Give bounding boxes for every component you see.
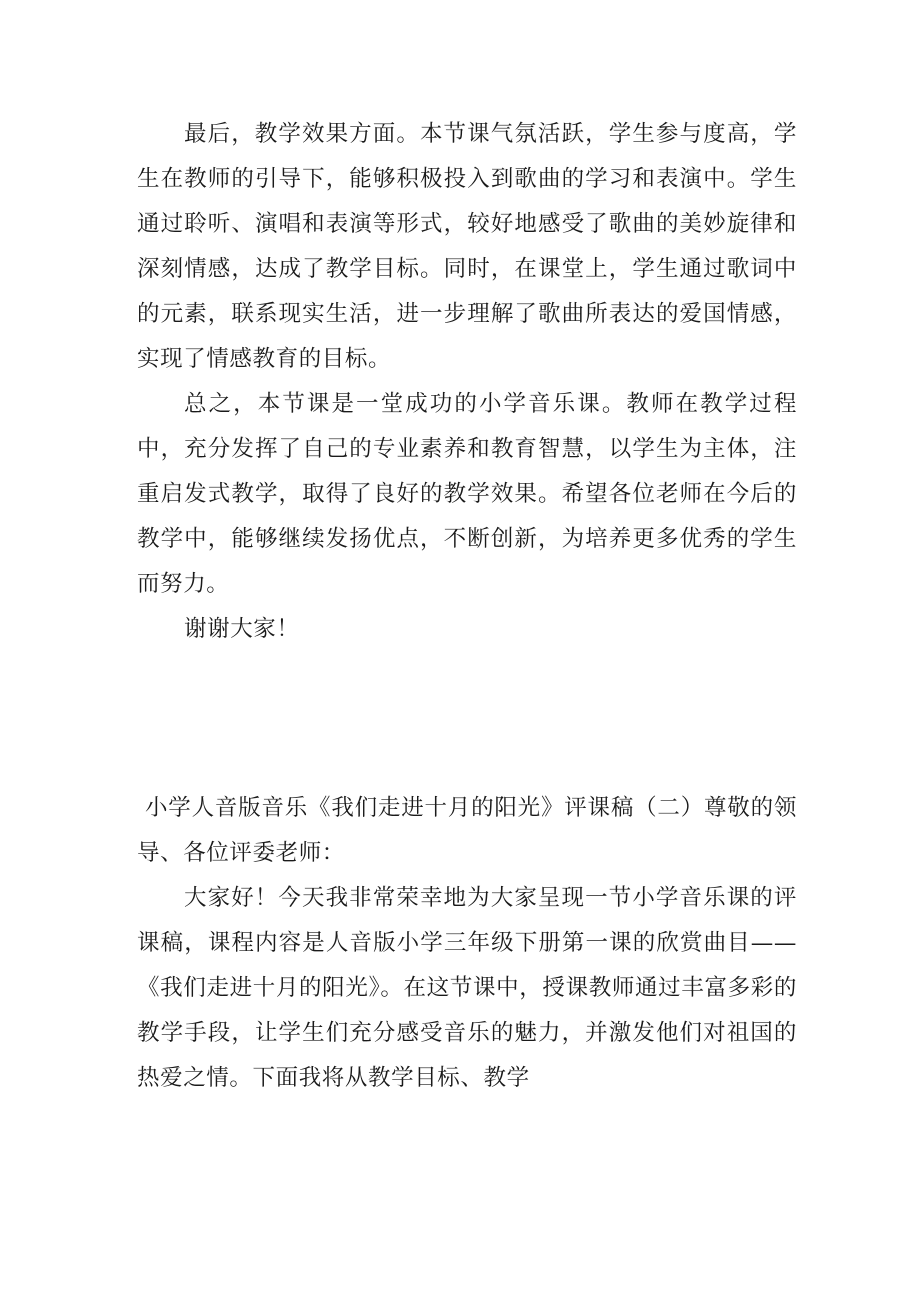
section-one bbox=[137, 112, 797, 652]
paragraph-teaching-effect: 最后，教学效果方面。本节课气氛活跃，学生参与度高，学生在教师的引导下，能够积极投入到歌曲的学习和表演中。学生通过聆听、演唱和表演等形式，较好地感受了歌曲的美妙旋律和深刻情感，达成了教学目标。同时，在课堂上，学生通过歌词中的元素，联系现实生活，进一步理解了歌曲所表达的爱国情感，实现了情感教育的目标。 bbox=[137, 121, 797, 372]
paragraph-introduction: 大家好！今天我非常荣幸地为大家呈现一节小学音乐课的评课稿，课程内容是人音版小学三年级下册第一课的欣赏曲目——《我们走进十月的阳光》。在这节课中，授课教师通过丰富多彩的教学手段，让学生们充分感受音乐的魅力，并激发他们对祖国的热爱之情。下面我将从教学目标、教学 bbox=[137, 885, 797, 1091]
paragraph-thanks: 谢谢大家！ bbox=[184, 616, 300, 642]
section-two bbox=[137, 786, 797, 1101]
section-heading: 小学人音版音乐《我们走进十月的阳光》评课稿（二）尊敬的领导、各位评委老师： bbox=[137, 795, 797, 866]
paragraph-summary: 总之，本节课是一堂成功的小学音乐课。教师在教学过程中，充分发挥了自己的专业素养和教育智慧，以学生为主体，注重启发式教学，取得了良好的教学效果。希望各位老师在今后的教学中，能够继续发扬优点，不断创新，为培养更多优秀的学生而努力。 bbox=[137, 391, 797, 597]
